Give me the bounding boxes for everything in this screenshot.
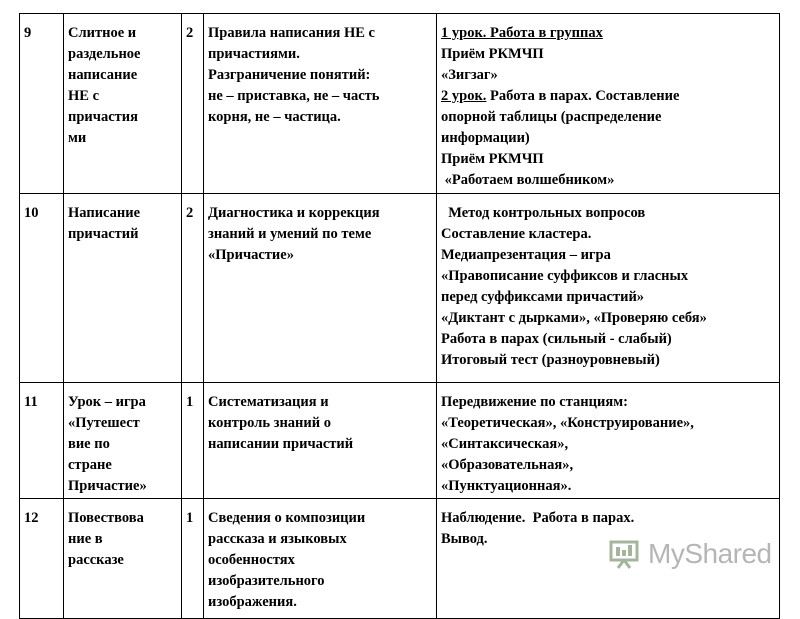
topic-line: Слитное и xyxy=(68,25,137,41)
method-text: «Теоретическая», «Конструирование», xyxy=(441,415,694,431)
method-line xyxy=(441,434,775,455)
lesson-number: 10 xyxy=(20,194,64,383)
method-text: Приём РКМЧП xyxy=(441,46,544,62)
lesson-hours: 1 xyxy=(182,499,204,619)
topic-line: причастий xyxy=(68,226,139,242)
content-line: «Причастие» xyxy=(208,247,294,263)
lesson-topic xyxy=(64,14,182,194)
table-row xyxy=(20,14,780,194)
method-text: Вывод. xyxy=(441,531,488,547)
lesson-topic xyxy=(64,499,182,619)
method-line xyxy=(441,107,775,128)
method-text: «Диктант с дырками», «Проверяю себя» xyxy=(441,310,707,326)
content-line: контроль знаний о xyxy=(208,415,331,431)
method-text: информации) xyxy=(441,130,530,146)
method-line xyxy=(441,245,775,266)
lesson-plan-table xyxy=(19,13,780,619)
lesson-methods xyxy=(437,383,780,499)
lesson-content xyxy=(204,14,437,194)
method-text: «Зигзаг» xyxy=(441,67,498,83)
method-line xyxy=(441,266,775,287)
method-line xyxy=(441,128,775,149)
content-line: написании причастий xyxy=(208,436,354,452)
topic-line: ние в xyxy=(68,531,103,547)
content-line: изобразительного xyxy=(208,573,325,589)
table-row xyxy=(20,383,780,499)
method-text: «Образовательная», xyxy=(441,457,574,473)
method-line xyxy=(441,170,775,191)
topic-line: Написание xyxy=(68,205,141,221)
method-text: Медиапрезентация – игра xyxy=(441,247,611,263)
method-line xyxy=(441,308,775,329)
method-line xyxy=(441,508,775,529)
method-line xyxy=(441,476,775,497)
lesson-hours: 2 xyxy=(182,14,204,194)
method-text: Наблюдение. Работа в парах. xyxy=(441,510,635,526)
topic-line: причастия xyxy=(68,109,138,125)
lesson-hours: 1 xyxy=(182,383,204,499)
method-text: Приём РКМЧП xyxy=(441,151,544,167)
content-line: рассказа и языковых xyxy=(208,531,347,547)
topic-line: Причастие» xyxy=(68,478,147,494)
method-line xyxy=(441,23,775,44)
content-line: не – приставка, не – часть xyxy=(208,88,380,104)
topic-line: Повествова xyxy=(68,510,144,526)
content-line: корня, не – частица. xyxy=(208,109,341,125)
method-line xyxy=(441,350,775,371)
method-line xyxy=(441,203,775,224)
method-text: Работа в парах (сильный - слабый) xyxy=(441,331,672,347)
content-line: Систематизация и xyxy=(208,394,329,410)
topic-line: НЕ с xyxy=(68,88,100,104)
topic-line: рассказе xyxy=(68,552,124,568)
topic-line: написание xyxy=(68,67,138,83)
lesson-methods xyxy=(437,14,780,194)
method-text: опорной таблицы (распределение xyxy=(441,109,662,125)
content-line: знаний и умений по теме xyxy=(208,226,372,242)
topic-line: «Путешест xyxy=(68,415,140,431)
method-line xyxy=(441,65,775,86)
method-underlined-text: 1 урок. Работа в группах xyxy=(441,25,603,41)
method-underlined-text: 2 урок. xyxy=(441,88,487,104)
lesson-number: 12 xyxy=(20,499,64,619)
topic-line: вие по xyxy=(68,436,110,452)
watermark xyxy=(608,534,778,574)
method-line xyxy=(441,86,775,107)
method-text: Метод контрольных вопросов xyxy=(441,205,646,221)
content-line: Сведения о композиции xyxy=(208,510,366,526)
method-line xyxy=(441,44,775,65)
content-line: Правила написания НЕ с xyxy=(208,25,375,41)
method-line xyxy=(441,224,775,245)
lesson-topic xyxy=(64,194,182,383)
lesson-methods xyxy=(437,194,780,383)
lesson-content xyxy=(204,499,437,619)
topic-line: раздельное xyxy=(68,46,141,62)
lesson-topic xyxy=(64,383,182,499)
myshared-logo-icon xyxy=(608,538,644,570)
topic-line: ми xyxy=(68,130,87,146)
lesson-content xyxy=(204,194,437,383)
method-line xyxy=(441,413,775,434)
method-text: «Работаем волшебником» xyxy=(441,172,615,188)
watermark-text: MyShared xyxy=(648,538,772,569)
topic-line: стране xyxy=(68,457,112,473)
table-row xyxy=(20,194,780,383)
method-text: «Пунктуационная». xyxy=(441,478,572,494)
method-line xyxy=(441,392,775,413)
content-line: причастиями. xyxy=(208,46,300,62)
method-text: перед суффиксами причастий» xyxy=(441,289,645,305)
method-text: «Синтаксическая», xyxy=(441,436,569,452)
method-text: Итоговый тест (разноуровневый) xyxy=(441,352,660,368)
method-line xyxy=(441,287,775,308)
lesson-number: 11 xyxy=(20,383,64,499)
topic-line: Урок – игра xyxy=(68,394,146,410)
lesson-hours: 2 xyxy=(182,194,204,383)
content-line: особенностях xyxy=(208,552,295,568)
method-text: Работа в парах. Составление xyxy=(486,88,680,104)
method-text: «Правописание суффиксов и гласных xyxy=(441,268,689,284)
method-text: Составление кластера. xyxy=(441,226,592,242)
method-line xyxy=(441,455,775,476)
content-line: Диагностика и коррекция xyxy=(208,205,380,221)
method-text: Передвижение по станциям: xyxy=(441,394,628,410)
lesson-content xyxy=(204,383,437,499)
content-line: изображения. xyxy=(208,594,297,610)
method-line xyxy=(441,149,775,170)
lesson-number: 9 xyxy=(20,14,64,194)
method-line xyxy=(441,329,775,350)
content-line: Разграничение понятий: xyxy=(208,67,371,83)
